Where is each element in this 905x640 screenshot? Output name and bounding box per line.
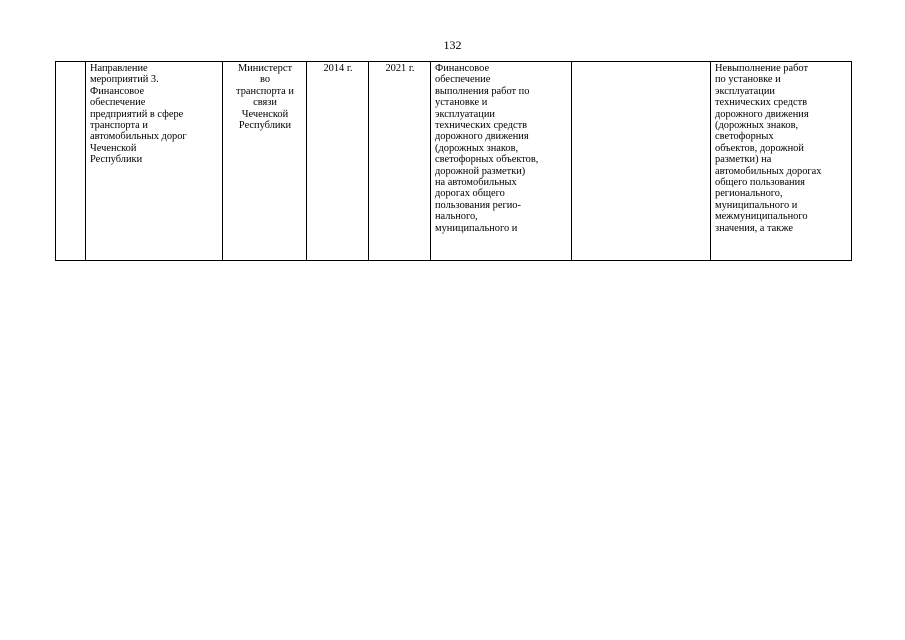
page-number: 132 bbox=[443, 38, 462, 52]
executor-cell bbox=[223, 62, 307, 261]
executor-text: Министерст во транспорта и связи Чеченской Республики bbox=[236, 63, 294, 132]
measures-table bbox=[55, 61, 852, 261]
content-cell bbox=[431, 62, 572, 261]
end-year: 2021 г. bbox=[385, 63, 415, 74]
consequences-text: Невыполнение работ по установке и эксплуатации технических средств дорожного движения (дорожных знаков, светофорных объектов, дорожной разметки) на автомобильных дорогах общего пользования регионального, муниципального и межмуниципального значения, а также bbox=[715, 63, 822, 234]
direction-text: Направление мероприятий 3. Финансовое обеспечение предприятий в сфере транспорта и автомобильных дорог Чеченской Республики bbox=[90, 63, 187, 166]
table-row bbox=[56, 62, 852, 261]
content-text: Финансовое обеспечение выполнения работ по установке и эксплуатации технических средств дорожного движения (дорожных знаков, светофорных объектов, дорожной разметки) на автомобильных дорогах общего пользования регио- нального, муниципального и bbox=[435, 63, 539, 234]
start-year-cell bbox=[307, 62, 369, 261]
indicator-cell bbox=[572, 62, 711, 261]
direction-cell bbox=[86, 62, 223, 261]
end-year-cell bbox=[369, 62, 431, 261]
row-index-cell bbox=[56, 62, 86, 261]
start-year: 2014 г. bbox=[323, 63, 353, 74]
consequences-cell bbox=[711, 62, 852, 261]
